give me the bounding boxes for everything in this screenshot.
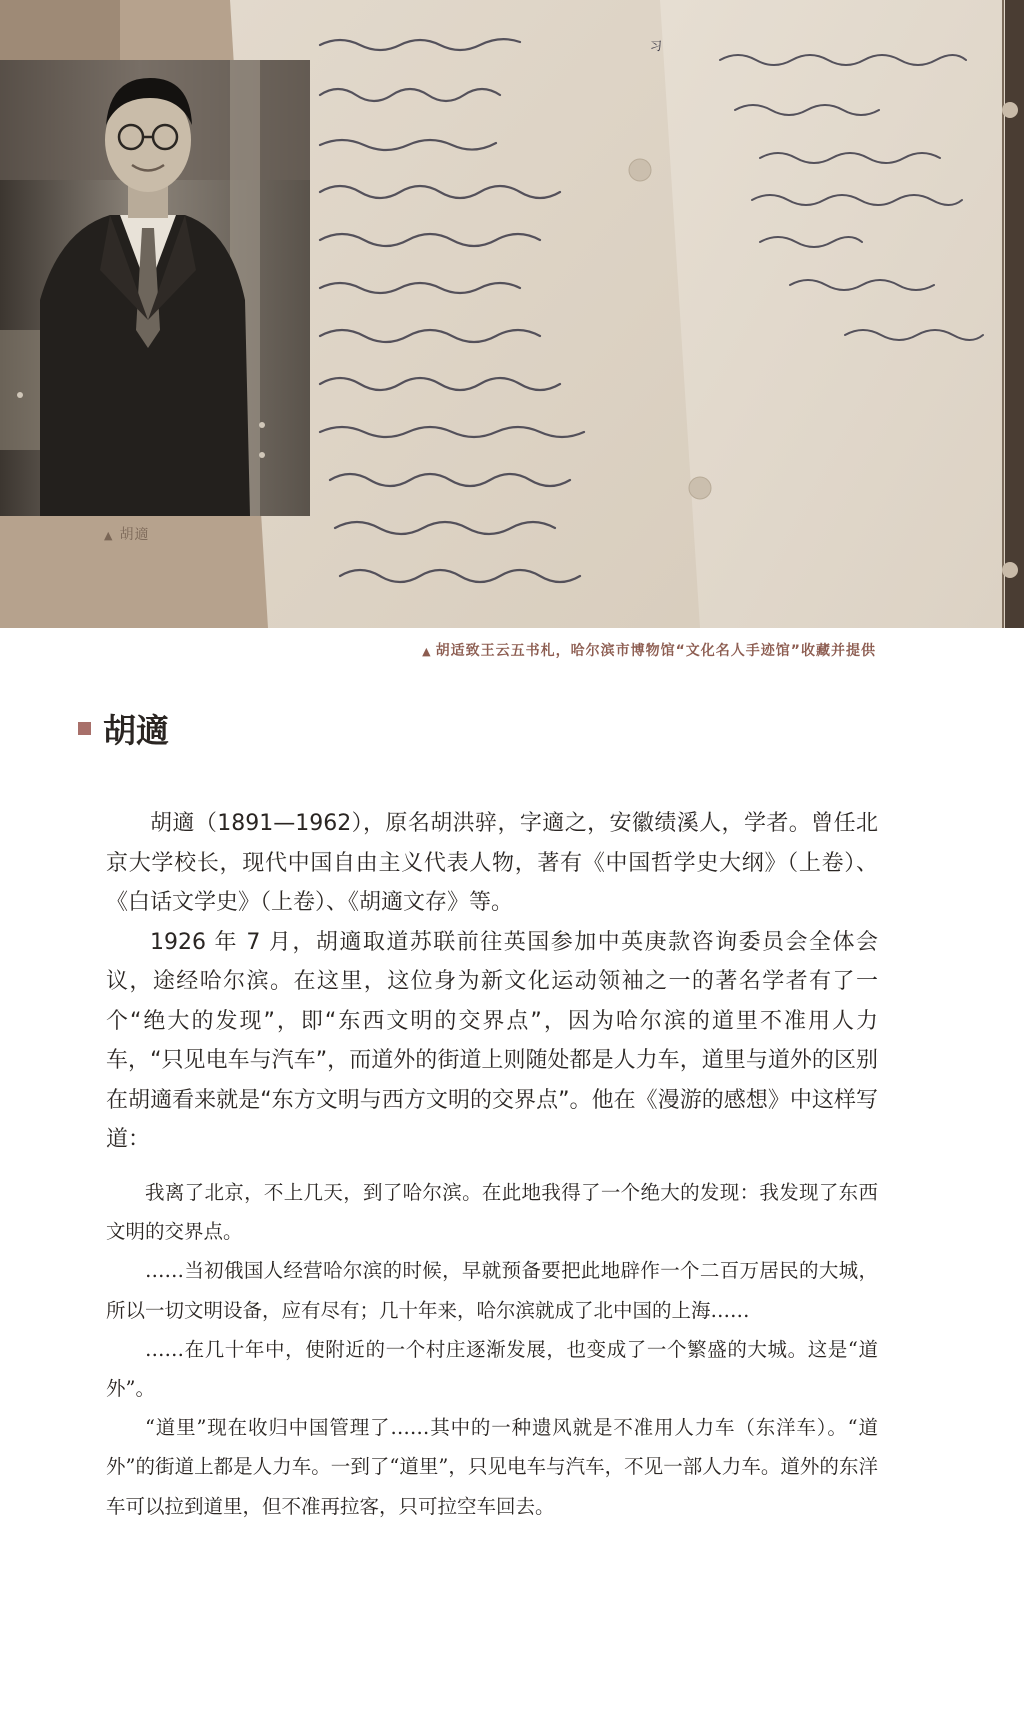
quote-paragraph: “道里”现在收归中国管理了……其中的一种遗风就是不准用人力车（东洋车）。“道外”的街道上都是人力车。一到了“道里”，只见电车与汽车，不见一部人力车。道外的东洋车可以拉到道里，但不准再拉客，只可拉空车回去。 [106, 1416, 878, 1518]
photo-credit [422, 640, 876, 660]
body-paragraph: 胡適（1891—1962），原名胡洪骍，字適之，安徽绩溪人，学者。曾任北京大学校长，现代中国自由主义代表人物，著有《中国哲学史大纲》（上卷）、《白话文学史》（上卷）、《胡適文存》等。 [106, 811, 878, 915]
letter-sheet-right [660, 0, 1005, 628]
quotation-block [106, 1173, 878, 1526]
photo-caption-text: 胡適 [119, 527, 150, 543]
hero-image [0, 0, 1024, 628]
triangle-icon: ▲ [104, 529, 114, 542]
square-bullet-icon [78, 722, 91, 735]
letter-collage [0, 0, 1024, 628]
body-paragraph: 1926 年 7 月，胡適取道苏联前往英国参加中英庚款咨询委员会全体会议，途经哈尔滨。在这里，这位身为新文化运动领袖之一的著名学者有了一个“绝大的发现”，即“东西文明的交界点”，因为哈尔滨的道里不准用人力车，“只见电车与汽车”，而道外的街道上则随处都是人力车，道里与道外的区别在胡適看来就是“东方文明与西方文明的交界点”。他在《漫游的感想》中这样写道： [106, 929, 878, 1152]
body-text [106, 804, 878, 1160]
portrait-photo [0, 60, 310, 516]
quote-paragraph: ……当初俄国人经营哈尔滨的时候，早就预备要把此地辟作一个二百万居民的大城，所以一切文明设备，应有尽有；几十年来，哈尔滨就成了北中国的上海…… [106, 1259, 878, 1322]
triangle-icon: ▲ [422, 645, 432, 658]
photo-caption [104, 524, 149, 544]
svg-text:习: 习 [650, 39, 663, 53]
photo-credit-text: 胡适致王云五书札，哈尔滨市博物馆“文化名人手迹馆”收藏并提供 [435, 643, 876, 659]
section-heading [78, 706, 169, 750]
quote-paragraph: ……在几十年中，使附近的一个村庄逐渐发展，也变成了一个繁盛的大城。这是“道外”。 [106, 1337, 878, 1401]
section-title: 胡適 [103, 710, 169, 750]
quote-paragraph: 我离了北京，不上几天，到了哈尔滨。在此地我得了一个绝大的发现：我发现了东西文明的交界点。 [106, 1181, 878, 1244]
